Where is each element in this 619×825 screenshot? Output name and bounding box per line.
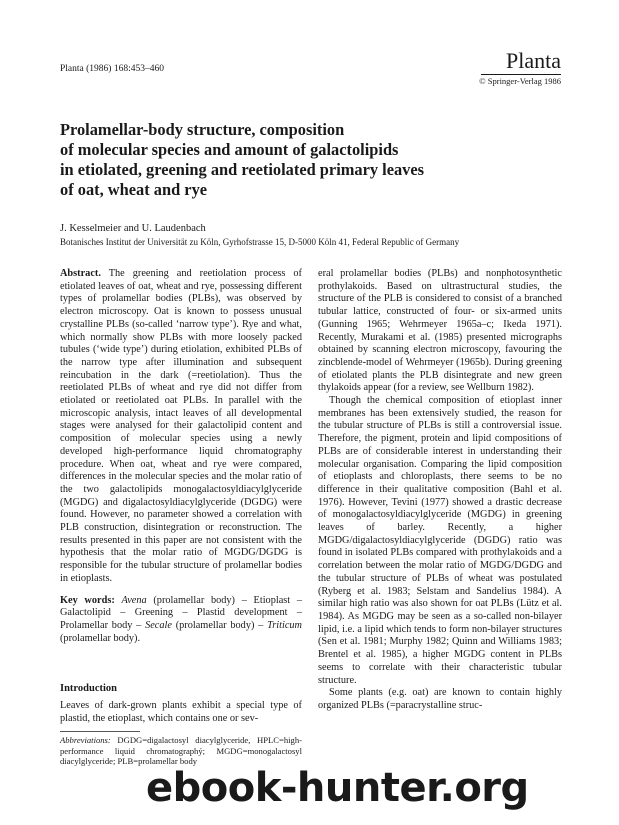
title-line: in etiolated, greening and reetiolated primary leaves	[60, 160, 425, 179]
authors: J. Kesselmeier and U. Laudenbach	[60, 223, 206, 234]
abbreviations-footnote	[60, 735, 302, 767]
keywords-label: Key words:	[60, 594, 115, 606]
journal-brand	[479, 50, 561, 86]
watermark-logo: ebook-hunter.org	[146, 765, 529, 811]
title-line: Prolamellar-body structure, composition	[60, 120, 345, 139]
title-line: of oat, wheat and rye	[60, 180, 208, 199]
keywords	[60, 595, 302, 646]
abstract-label: Abstract.	[60, 268, 101, 279]
keyword-part: (prolamellar body) –	[171, 619, 268, 631]
abstract	[60, 268, 302, 586]
abstract-text: The greening and reetiolation process of etiolated leaves of oat, wheat and rye, possessing different types of prolamellar bodies (PLBs), was observed by electron microscopy. Oat is known to possess unusual crystalline PLBs (so-called ‘narrow type’). Rye and what, which normally show PLBs with more loosely packed tubules (‘wide type’) during etiolation, exhibited PLBs of the narrow type after illumination and subsequent reincubation in the dark (=reetiolation). Thus the reetiolated PLBs of wheat and rye did not differ from etiolated or reetiolated oat PLBs. In parallel with the microscopic analysis, intact leaves of all developmental stages were analysed for their galactolipid content and composition of molecular species using a newly developed high-performance liquid chromatography procedure. When oat, wheat and rye were compared, differences in the molecular species and the molar ratio of the two galactolipids monogalactosyldiacylglyceride (MGDG) and digalactosyldiacylglyceride (DGDG) were found. However, no parameter showed a correlation with PLB construction, disintegration or reconstruction. The results presented in this paper are not consistent with the hypothesis that the molar ratio of MGDG/DGDG is responsible for the tubular structure of prolamellar bodies in etioplasts.	[60, 268, 302, 584]
journal-citation: Planta (1986) 168:453–460	[60, 64, 164, 74]
title-line: of molecular species and amount of galactolipids	[60, 140, 399, 159]
article-title	[60, 120, 540, 200]
footnote-text: DGDG=digalactosyl diacylglyceride, HPLC=high-performance liquid chromatographý; MGDG=monogalactosyl diacylglyceride; PLB=prolamellar body	[60, 735, 302, 767]
keyword-part: Avena	[121, 594, 147, 606]
paragraph: Though the chemical composition of etioplast inner membranes has been extensively studied, the reason for the tubular structure of PLBs is still a controversial issue. Therefore, the pigment, protein and lipid compositions of PLBs are of considerable interest in understanding their molecular organisation. Comparing the lipid composition of etioplasts and chloroplasts, there seems to be no difference in their qualitative composition (Bahl et al. 1976). However, Tevini (1977) showed a drastic decrease of monogalactosyldiacylglyceride (MGDG) in greening leaves of barley. Recently, a higher MGDG/digalactosyldiacylglyceride (DGDG) ratio was found in isolated PLBs compared with prothylakoids and a correlation between the molar ratio of MGDG/DGDG and the tubular structure of PLBs of wheat was postulated (Ryberg et al. 1983; Selstam and Sandelius 1984). A similar high ratio was also shown for oat PLBs (Lütz et al. 1984). As MGDG may be seen as a so-called non-bilayer lipid, i.e. a lipid which tends to form non-bilayer structures (Sen et al. 1981; Murphy 1982; Quinn and Williams 1983; Brentel et al. 1985), a higher MGDG content in PLBs seems to correlate with their characteristic tubular structure.	[318, 395, 562, 686]
keyword-part: (prolamellar body).	[60, 632, 141, 644]
keyword-part: Secale	[145, 619, 172, 631]
paragraph: Some plants (e.g. oat) are known to contain highly organized PLBs (=paracrystalline struc-	[318, 687, 562, 711]
journal-name: Planta	[506, 48, 561, 73]
affiliation: Botanisches Institut der Universität zu Köln, Gyrhofstrasse 15, D-5000 Köln 41, Federal Republic of Germany	[60, 237, 460, 247]
publisher-line: © Springer-Verlag 1986	[479, 76, 561, 86]
paragraph: eral prolamellar bodies (PLBs) and nonphotosynthetic prothylakoids. Based on ultrastructural studies, the structure of the PLB is considered to consist of a branched tubular lattice, constructed of four- or six-armed units (Gunning 1965; Wehrmeyer 1965a–c; Ikeda 1971). Recently, Murakami et al. (1985) presented micrographs obtained by scanning electron microscopy, favouring the zincblende-model of Wehrmeyer (1965b). During greening of etiolated plants the PLB disintegrate and new green thylakoids appear (for a review, see Wellburn 1982).	[318, 268, 562, 394]
footnote-label: Abbreviations:	[60, 735, 111, 745]
keyword-part: (prolamellar body) – Etioplast – Galactolipid – Greening – Plastid development – Prolamellar body –	[60, 594, 303, 631]
right-column	[318, 268, 562, 713]
keyword-part: Triticum	[267, 619, 302, 631]
footnote-rule	[60, 731, 140, 732]
introduction-heading: Introduction	[60, 683, 117, 694]
left-column	[60, 268, 302, 645]
brand-rule	[481, 74, 561, 75]
introduction-text: Leaves of dark-grown plants exhibit a special type of plastid, the etioplast, which contains one or sev-	[60, 700, 302, 724]
